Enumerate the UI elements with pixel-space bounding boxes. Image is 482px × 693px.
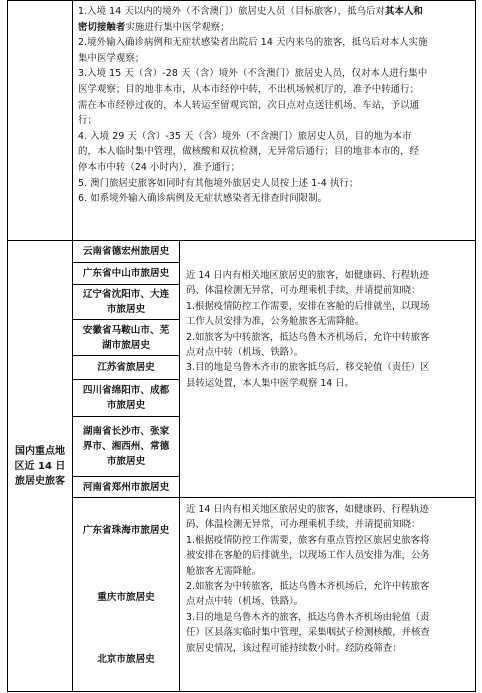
region-name: 辽宁省沈阳市、大连 <box>82 289 170 300</box>
region-name: 湖南省长沙市、张家 <box>82 426 170 437</box>
region-name: 安徽省马鞍山市、芜 <box>82 324 170 336</box>
text-line: 1.根据疫情防控工作需要，旅客有重点管控区旅居史旅客将 <box>186 534 430 546</box>
region-name: 广东省珠海市旅居史 <box>82 524 170 536</box>
region-name: 云南省德宏州旅居史 <box>82 246 170 257</box>
text-line: 点对点中转（机场、铁路）。 <box>186 596 304 608</box>
region-cell <box>73 477 179 497</box>
rule-5-line: 5. 澳门旅居史旅客如同时有其他境外旅居史人员按上述 1-4 执行； <box>78 177 359 189</box>
region-cell <box>73 572 179 622</box>
text-line: 县转运处置，本人集中医学观察 14 日。 <box>186 377 354 389</box>
top-rules <box>78 4 474 207</box>
region-cell <box>73 263 179 284</box>
rule-3-line: 医学观察；目的地非本市，从本市经停中转，不出机场候机厅的，准予中转通行； <box>78 83 420 95</box>
text-line: 工作人员安排为准，公务舱旅客无需降舱。 <box>186 316 365 328</box>
category-label <box>8 241 72 692</box>
category-line: 旅居史旅客 <box>15 476 65 487</box>
row-divider-group <box>72 497 476 498</box>
region-name: 河南省郑州市旅居史 <box>82 481 170 493</box>
group2-description <box>186 502 474 656</box>
category-line: 国内重点地 <box>15 446 65 457</box>
rule-1-line: 1.入境 14 天以内的境外（不含澳门）旅居史人员（目标旅客），抵乌后对其本人和 <box>78 6 423 17</box>
rule-3-line: 3.入境 15 天（含）-28 天（含）境外（不含澳门）旅居史人员，仅对本人进行集中 <box>78 68 428 80</box>
text-line: 被安排在客舱的后排就坐，以现场工作人员安排为准，公务 <box>186 550 430 562</box>
region-cell <box>73 500 179 560</box>
rule-4-line: 停本市中转（24 小时内），准予通行； <box>78 161 241 173</box>
region-name: 江苏省旅居史 <box>97 362 155 373</box>
text-line: 2.如旅客为中转旅客，抵达乌鲁木齐机场后，允许中转旅客 <box>186 581 430 593</box>
text-line: 近 14 日内有相关地区旅居史的旅客，如健康码、行程轨迹 <box>186 270 429 281</box>
region-name: 湖市旅居史 <box>102 339 150 351</box>
rule-6-line: 6. 如系境外输入确诊病例及无症状感染者无排查时间限制。 <box>78 193 328 205</box>
region-cell <box>73 285 179 319</box>
text-line: 点对点中转（机场、铁路）。 <box>186 347 304 359</box>
text-line: 2.如旅客为中转旅客，抵达乌鲁木齐机场后，允许中转旅客 <box>186 331 430 343</box>
region-name: 北京市旅居史 <box>97 653 155 665</box>
col-divider-2 <box>179 240 180 692</box>
rule-4-line: 4. 入境 29 天（含）-35 天（含）境外（不含澳门）旅居史人员，目的地为本市 <box>78 130 412 142</box>
group1-description <box>186 268 474 391</box>
region-name: 市旅居史 <box>106 304 146 315</box>
text-line: 3.目的地是乌鲁木齐的旅客，抵达乌鲁木齐机场由轮值（责 <box>186 611 430 623</box>
rule-2-line: 2.境外输入确诊病例和无症状感染者出院后 14 天内来乌的旅客，抵乌后对本人实施 <box>78 37 428 49</box>
region-cell <box>73 241 179 262</box>
region-name: 市旅居史 <box>106 400 146 411</box>
rule-3-line: 需在本市经停过夜的，本人转运至留观宾馆，次日点对点送往机场、车站，予以通 <box>78 99 420 111</box>
region-name: 重庆市旅居史 <box>97 591 155 603</box>
region-cell <box>73 634 179 684</box>
region-cell <box>73 356 179 379</box>
text-line: 舱旅客无需降舱。 <box>186 565 262 577</box>
text-line: 近 14 日内有相关地区旅居史的旅客，如健康码、行程轨迹 <box>186 504 429 515</box>
rule-1-line: 密切接触者实施进行集中医学观察； <box>78 21 230 33</box>
text-line: 码、体温检测无异常，可办理乘机手续，并请提前知晓： <box>186 519 421 531</box>
text-line: 旅居史情况，该过程可能持续数小时。经防疫筛查： <box>186 642 402 654</box>
rule-3-line: 行； <box>78 115 97 127</box>
text-line: 1.根据疫情防控工作需要，安排在客舱的后排就坐，以现场 <box>186 300 430 312</box>
rule-4-line: 的，本人临时集中管理，做核酸和双抗检测，无异常后通行；目的地非本市的，经 <box>78 146 420 158</box>
text-line: 码、体温检测无异常，可办理乘机手续，并请提前知晓： <box>186 285 421 297</box>
region-name: 四川省绵阳市、成都 <box>82 385 170 396</box>
text-line: 3.目的地是乌鲁木齐市的旅客抵乌后，移交轮值（责任）区 <box>186 362 430 374</box>
text-line: 任）区县落实临时集中管理，采集咽拭子检测核酸，并核查 <box>186 627 430 639</box>
category-line: 区近 14 日 <box>14 461 66 472</box>
region-cell <box>73 380 179 416</box>
region-name: 市旅居史 <box>106 456 146 467</box>
region-name: 广东省中山市旅居史 <box>82 268 170 279</box>
rule-2-line: 集中医学观察； <box>78 52 145 64</box>
region-name: 界市、湘西州、常德 <box>82 441 170 452</box>
region-cell <box>73 320 179 355</box>
region-cell <box>73 417 179 476</box>
